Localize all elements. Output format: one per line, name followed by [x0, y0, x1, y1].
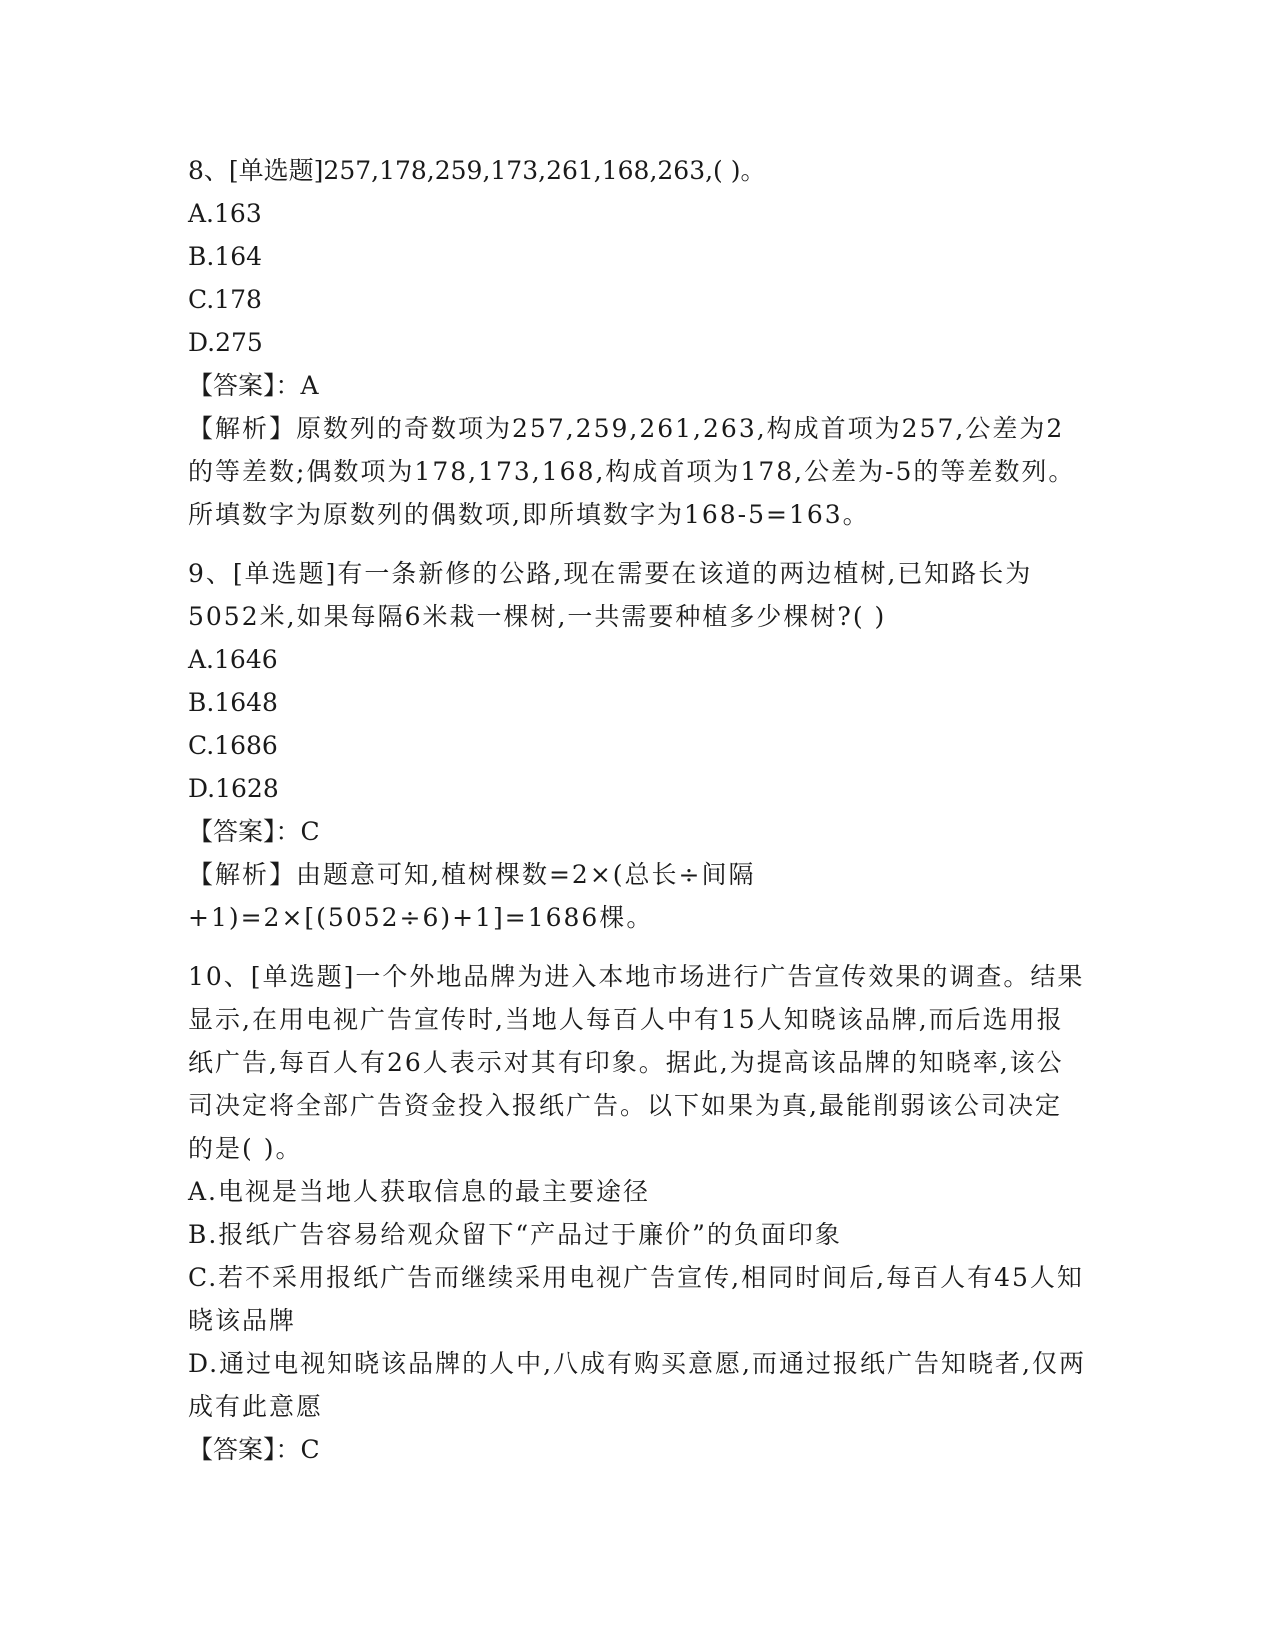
question-10 [188, 955, 1088, 1471]
answer-line [188, 1428, 1088, 1471]
question-list [188, 149, 1088, 1487]
option-b: B.1648 [188, 688, 278, 717]
answer-value: A [300, 371, 319, 400]
answer-label: 【答案】： [188, 817, 301, 846]
answer-label: 【答案】： [188, 1435, 301, 1464]
option-b: B.164 [188, 242, 263, 271]
analysis [188, 407, 1088, 536]
analysis-text: 由题意可知,植树棵数=2×(总长÷间隔+1)=2×[(5052÷6)+1]=1686棵。 [188, 860, 756, 932]
option-d: D.1628 [188, 774, 279, 803]
question-stem: 10、[单选题]一个外地品牌为进入本地市场进行广告宣传效果的调查。结果显示,在用电视广告宣传时,当地人每百人中有15人知晓该品牌,而后选用报纸广告,每百人有26人表示对其有印象。据此,为提高该品牌的知晓率,该公司决定将全部广告资金投入报纸广告。以下如果为真,最能削弱该公司决定的是( )。 [188, 962, 1085, 1163]
option-a: A.1646 [188, 645, 278, 674]
question-9 [188, 552, 1088, 939]
answer-line [188, 810, 1088, 853]
option-c: C.178 [188, 285, 262, 314]
option-a: A.163 [188, 199, 262, 228]
question-8 [188, 149, 1088, 536]
answer-line [188, 364, 1088, 407]
option-b: B.报纸广告容易给观众留下“产品过于廉价”的负面印象 [188, 1220, 842, 1249]
answer-value: C [300, 817, 320, 846]
question-stem: 9、[单选题]有一条新修的公路,现在需要在该道的两边植树,已知路长为5052米,如果每隔6米栽一棵树,一共需要种植多少棵树?( ) [188, 559, 1033, 631]
analysis [188, 853, 788, 939]
analysis-label: 【解析】 [188, 414, 297, 443]
analysis-label: 【解析】 [188, 860, 297, 889]
answer-label: 【答案】： [188, 371, 301, 400]
analysis-text: 原数列的奇数项为257,259,261,263,构成首项为257,公差为2的等差数;偶数项为178,173,168,构成首项为178,公差为-5的等差数列。所填数字为原数列的偶数项,即所填数字为168-5=163。 [188, 414, 1076, 529]
question-stem: 8、[单选题]257,178,259,173,261,168,263,( )。 [188, 156, 766, 185]
option-a: A.电视是当地人获取信息的最主要途径 [188, 1177, 651, 1206]
option-c: C.若不采用报纸广告而继续采用电视广告宣传,相同时间后,每百人有45人知晓该品牌 [188, 1263, 1084, 1335]
answer-value: C [300, 1435, 320, 1464]
option-d: D.275 [188, 328, 263, 357]
option-d: D.通过电视知晓该品牌的人中,八成有购买意愿,而通过报纸广告知晓者,仅两成有此意愿 [188, 1349, 1086, 1421]
option-c: C.1686 [188, 731, 278, 760]
